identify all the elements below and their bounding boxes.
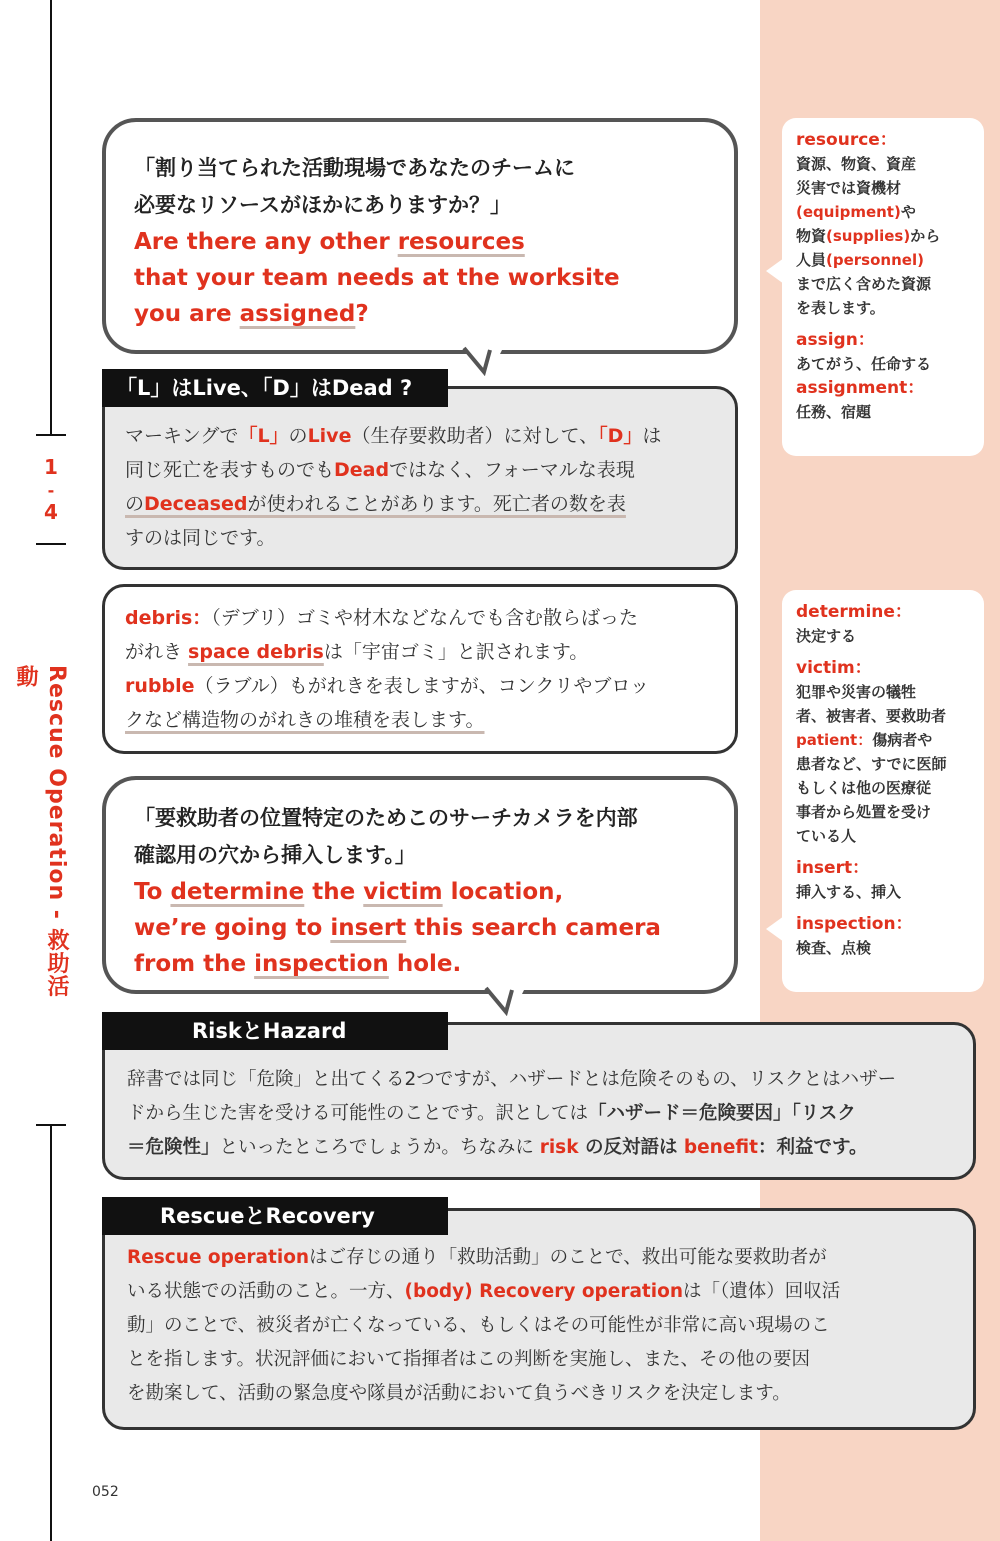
glossary-def: patient：傷病者や — [796, 731, 933, 749]
glossary-def: 検査、点検 — [796, 939, 872, 957]
bubble-en-line: we’re going to insert this search camera — [134, 915, 661, 941]
glossary-def: 任務、宿題 — [796, 403, 872, 421]
bubble-tail — [462, 346, 508, 376]
glossary-term: assign： — [796, 330, 875, 350]
glossary-def: ている人 — [796, 827, 857, 845]
bubble-jp-line: 「要救助者の位置特定のためこのサーチカメラを内部 — [134, 806, 638, 830]
section-number-bottom: 4 — [44, 500, 58, 524]
note-line: 動」のことで、被災者が亡くなっている、もしくはその可能性が非常に高い現場のこ — [127, 1315, 830, 1336]
section-number-top: 1 — [44, 455, 58, 479]
glossary-term: inspection： — [796, 914, 913, 934]
note-box-debris — [102, 584, 738, 754]
glossary-def: 患者など、すでに医師 — [796, 755, 947, 773]
bubble-en-line: you are assigned? — [134, 301, 369, 327]
note-line: のDeceasedが使われることがあります。死亡者の数を表 — [125, 493, 626, 515]
glossary-def: 資源、物資、資産 — [796, 155, 917, 173]
margin-rule-bottom — [50, 1124, 52, 1541]
speech-bubble-search-camera — [102, 776, 738, 994]
glossary-def: 災害では資機材 — [796, 179, 902, 197]
note-line: を勘案して、活動の緊急度や隊員が活動において負うべきリスクを決定します。 — [127, 1383, 791, 1404]
note-line: ドから生じた害を受ける可能性のことです。訳としては「ハザード＝危険要因」「リスク — [127, 1103, 856, 1124]
note-label-risk-hazard: RiskとHazard — [102, 1012, 448, 1050]
note-line: rubble（ラブル）もがれきを表しますが、コンクリやブロッ — [125, 675, 649, 697]
glossary-box-determine — [782, 590, 984, 992]
glossary-def: 人員(personnel) — [796, 251, 924, 269]
note-label-live-dead: 「L」はLive、「D」はDead ? — [102, 369, 448, 407]
glossary-term: assignment： — [796, 378, 925, 398]
glossary-def: を表します。 — [796, 299, 885, 317]
note-box-rescue-recovery — [102, 1208, 976, 1430]
glossary-def: 者、被害者、要救助者 — [796, 707, 947, 725]
note-label-rescue-recovery: RescueとRecovery — [102, 1197, 448, 1235]
note-box-live-dead — [102, 386, 738, 570]
glossary-def: 犯罪や災害の犠牲 — [796, 683, 917, 701]
glossary-def: まで広く含めた資源 — [796, 275, 932, 293]
bubble-jp-line: 必要なリソースがほかにありますか？」 — [134, 193, 511, 217]
speech-bubble-resources — [102, 118, 738, 354]
glossary-def: 挿入する、挿入 — [796, 883, 902, 901]
bubble-en-line: from the inspection hole. — [134, 951, 462, 977]
bubble-en-line: Are there any other resources — [134, 229, 525, 255]
note-line: いる状態での活動のこと。一方、(body) Recovery operationは「（遺体）回収活 — [127, 1281, 841, 1302]
bubble-en-line: that your team needs at the worksite — [134, 265, 620, 291]
note-line: すのは同じです。 — [125, 527, 276, 549]
glossary-pointer — [766, 258, 784, 284]
bubble-jp-line: 「割り当てられた活動現場であなたのチームに — [134, 156, 575, 180]
note-line: ＝危険性」といったところでしょうか。ちなみに risk の反対語は benefit：利益です。 — [127, 1137, 868, 1158]
glossary-pointer — [766, 916, 784, 942]
bubble-en-line: To determine the victim location, — [134, 879, 564, 905]
glossary-term: insert： — [796, 858, 870, 878]
glossary-term: victim： — [796, 658, 872, 678]
note-line: とを指します。状況評価において指揮者はこの判断を実施し、また、その他の要因 — [127, 1349, 811, 1370]
page-number: 052 — [92, 1484, 119, 1500]
note-line: クなど構造物のがれきの堆積を表します。 — [125, 709, 485, 731]
glossary-def: あてがう、任命する — [796, 355, 932, 373]
glossary-def: 事者から処置を受け — [796, 803, 932, 821]
glossary-term: resource： — [796, 130, 897, 150]
glossary-def: (equipment)や — [796, 203, 916, 221]
margin-tick — [36, 543, 66, 545]
note-line: debris：（デブリ）ゴミや材木などなんでも含む散らばった — [125, 607, 639, 629]
note-line: 辞書では同じ「危険」と出てくる2つですが、ハザードとは危険そのもの、リスクとはハザー — [127, 1069, 897, 1090]
glossary-box-resource — [782, 118, 984, 456]
glossary-term: determine： — [796, 602, 912, 622]
vertical-section-title: Rescue Operation - 救助活動 — [13, 665, 69, 998]
glossary-def: もしくは他の医療従 — [796, 779, 932, 797]
glossary-def: 決定する — [796, 627, 857, 645]
note-line: Rescue operationはご存じの通り「救助活動」のことで、救出可能な要救助者が — [127, 1247, 827, 1268]
margin-rule-top — [50, 0, 52, 434]
margin-tick — [36, 434, 66, 436]
bubble-tail — [484, 986, 530, 1016]
section-number-dash: - — [47, 481, 55, 500]
glossary-def: 物資(supplies)から — [796, 227, 941, 245]
note-line: マーキングで「L」のLive（生存要救助者）に対して、「D」は — [125, 425, 662, 447]
bubble-jp-line: 確認用の穴から挿入します。」 — [134, 843, 416, 867]
note-line: 同じ死亡を表すものでもDeadではなく、フォーマルな表現 — [125, 459, 635, 481]
note-line: がれき space debrisは「宇宙ゴミ」と訳されます。 — [125, 641, 589, 663]
